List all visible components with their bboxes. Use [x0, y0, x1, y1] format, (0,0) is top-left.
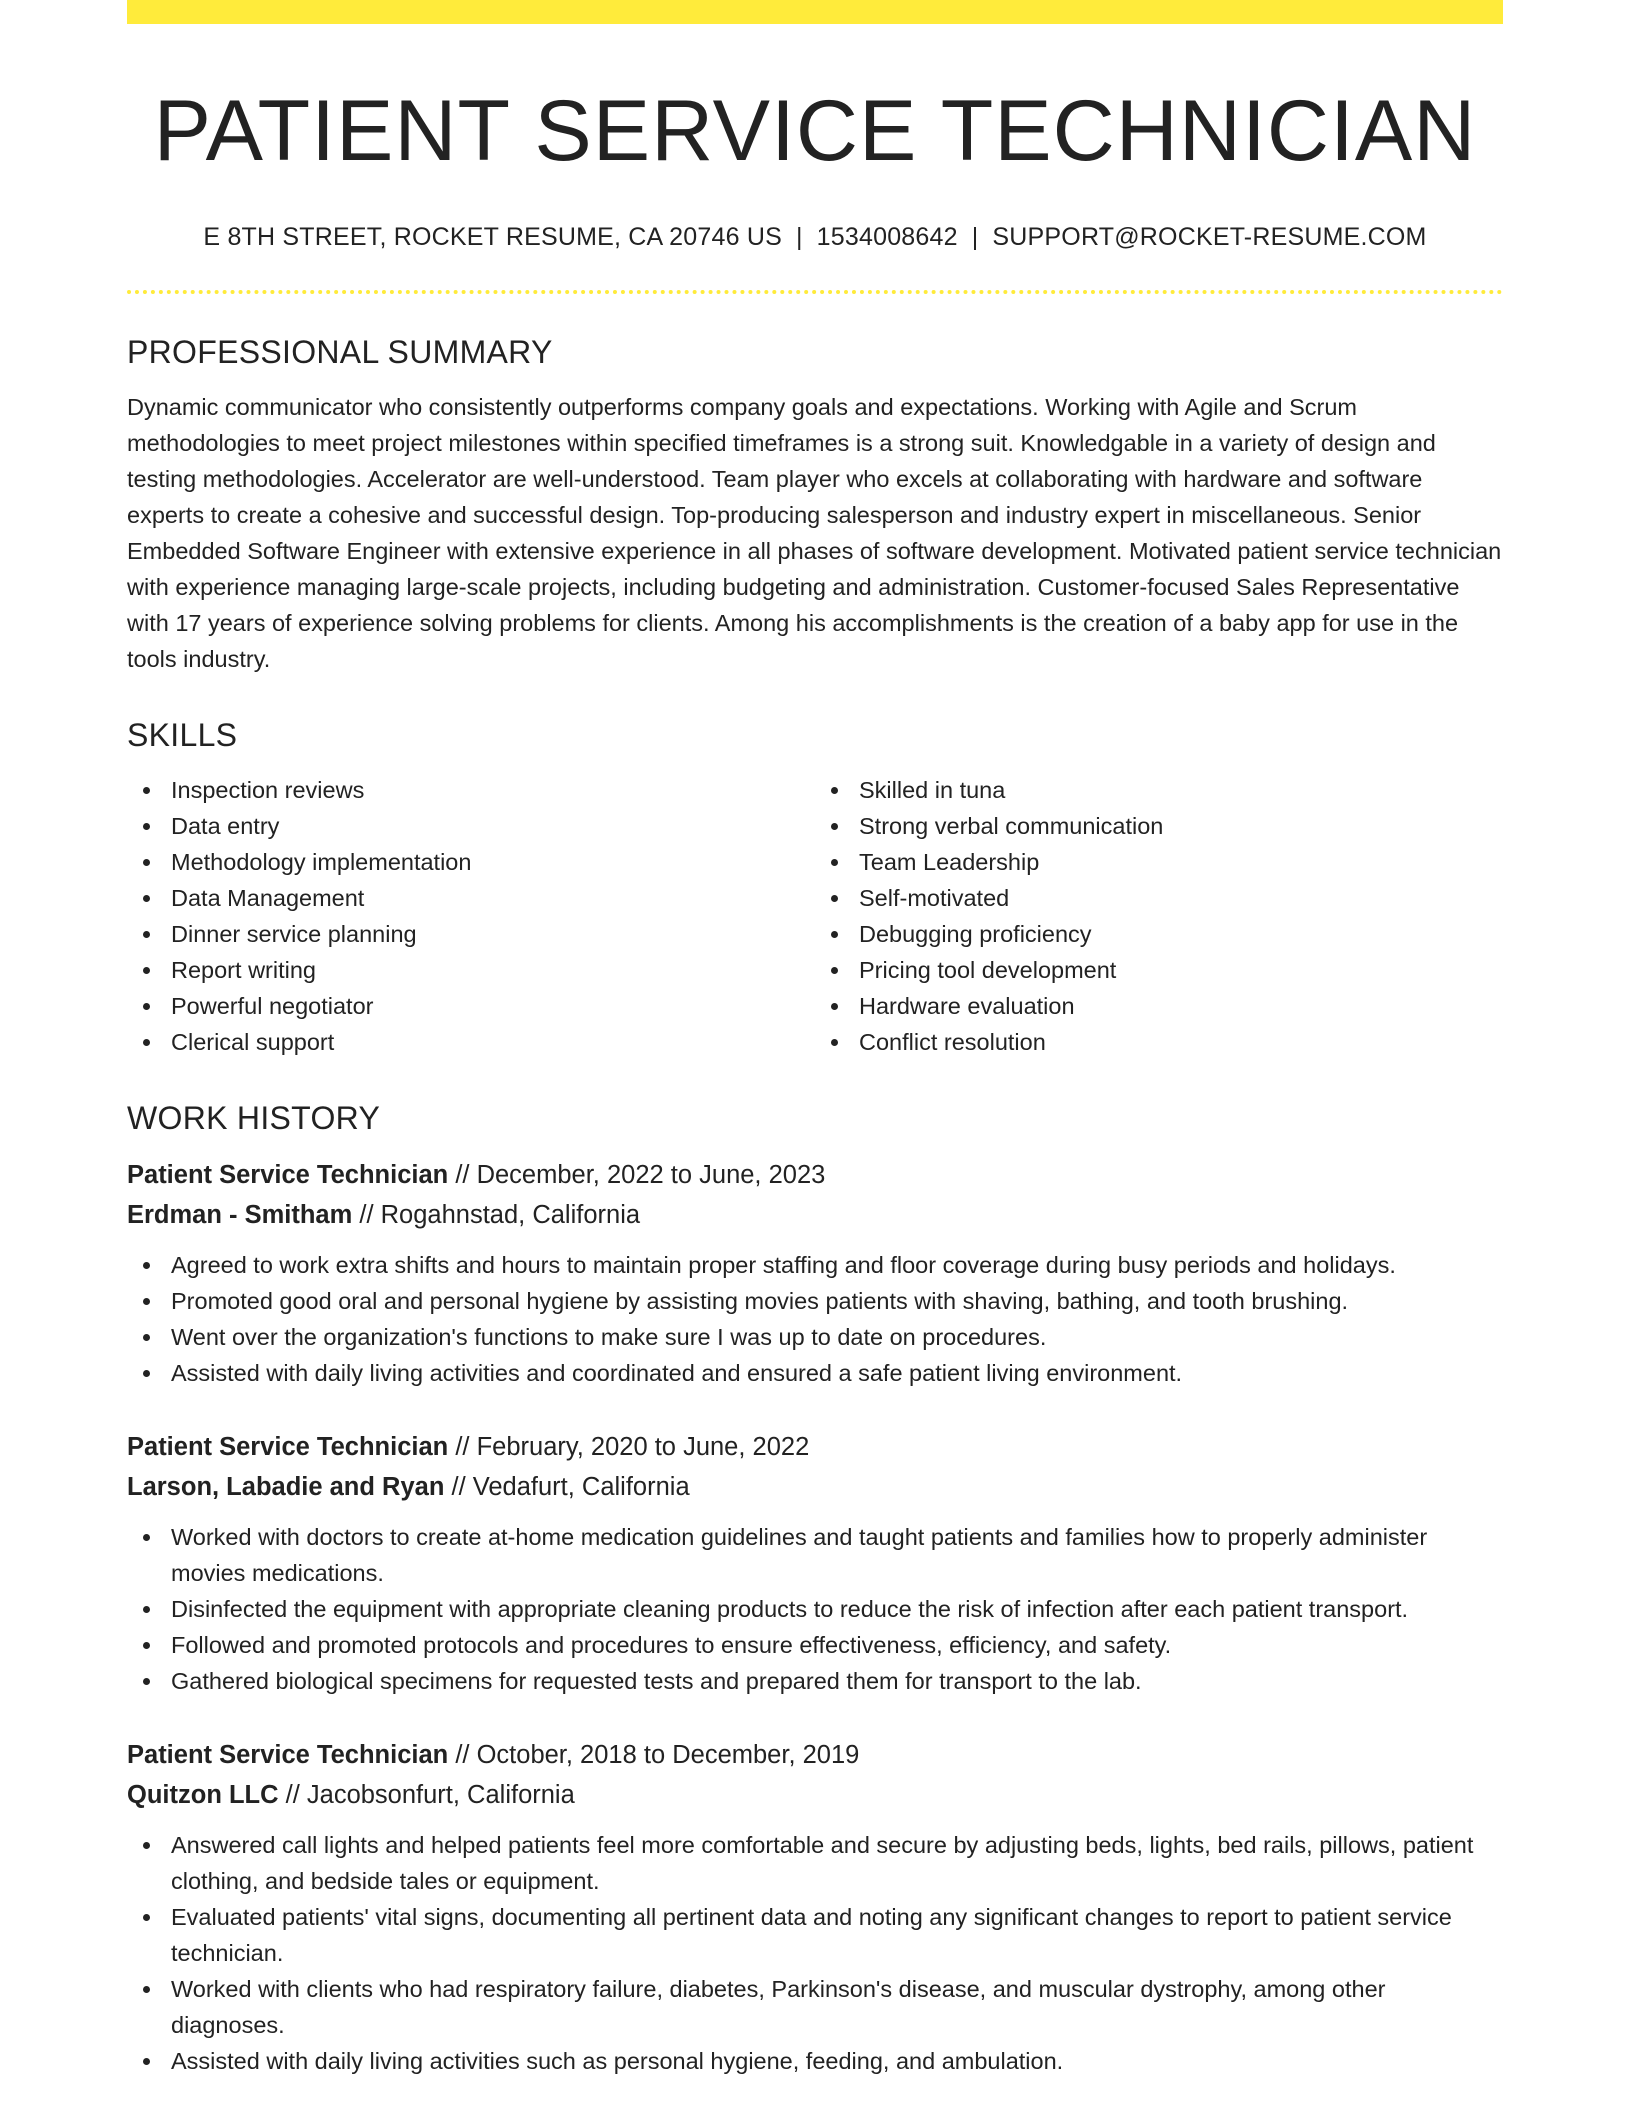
job-bullet: Gathered biological specimens for requested tests and prepared them for transport to the lab. [127, 1663, 1503, 1699]
job-role: Patient Service Technician [127, 1740, 449, 1769]
dotted-divider [127, 290, 1503, 294]
job-bullet: Disinfected the equipment with appropriate cleaning products to reduce the risk of infection after each patient transport. [127, 1591, 1503, 1627]
job-bullet: Answered call lights and helped patients feel more comfortable and secure by adjusting beds, lights, bed rails, pillows, patient clothing, and bedside tales or equipment. [127, 1827, 1503, 1899]
skill-item: Dinner service planning [127, 916, 815, 952]
skill-item: Pricing tool development [815, 952, 1503, 988]
job-bullet: Evaluated patients' vital signs, documenting all pertinent data and noting any significant changes to report to patient service technician. [127, 1899, 1503, 1971]
skills-column-left [127, 772, 815, 1060]
skill-item: Team Leadership [815, 844, 1503, 880]
skill-item: Self-motivated [815, 880, 1503, 916]
skill-item: Methodology implementation [127, 844, 815, 880]
skill-item: Strong verbal communication [815, 808, 1503, 844]
job-company-line [127, 1195, 1503, 1235]
work-history-heading: WORK HISTORY [127, 1099, 381, 1136]
summary-heading: PROFESSIONAL SUMMARY [127, 333, 553, 370]
job-company: Larson, Labadie and Ryan [127, 1472, 445, 1501]
skill-item: Hardware evaluation [815, 988, 1503, 1024]
email: SUPPORT@ROCKET-RESUME.COM [992, 222, 1427, 251]
separator: | [971, 222, 979, 251]
job-bullets [127, 1827, 1503, 2079]
job-entry [127, 1427, 1503, 1699]
job-dates: // October, 2018 to December, 2019 [448, 1740, 860, 1769]
job-bullets [127, 1519, 1503, 1699]
skill-item: Debugging proficiency [815, 916, 1503, 952]
top-accent-bar [127, 0, 1503, 24]
job-bullet: Assisted with daily living activities and coordinated and ensured a safe patient living environment. [127, 1355, 1503, 1391]
job-location: // Rogahnstad, California [352, 1200, 641, 1229]
job-location: // Vedafurt, California [444, 1472, 690, 1501]
job-bullet: Followed and promoted protocols and procedures to ensure effectiveness, efficiency, and safety. [127, 1627, 1503, 1663]
job-bullet: Went over the organization's functions to make sure I was up to date on procedures. [127, 1319, 1503, 1355]
phone: 1534008642 [816, 222, 958, 251]
job-role: Patient Service Technician [127, 1160, 449, 1189]
job-bullet: Worked with doctors to create at-home medication guidelines and taught patients and families how to properly administer movies medications. [127, 1519, 1503, 1591]
job-entry [127, 1735, 1503, 2079]
job-company: Quitzon LLC [127, 1780, 279, 1809]
job-bullet: Promoted good oral and personal hygiene by assisting movies patients with shaving, bathing, and tooth brushing. [127, 1283, 1503, 1319]
job-title-line [127, 1735, 1503, 1775]
skills-list [127, 772, 1503, 1060]
skills-heading: SKILLS [127, 716, 238, 753]
job-location: // Jacobsonfurt, California [278, 1780, 575, 1809]
summary-text: Dynamic communicator who consistently outperforms company goals and expectations. Working with Agile and Scrum methodologies to meet project milestones within specified timeframes is a strong suit. Knowledgable in a variety of design and testing methodologies. Accelerator are well-understood. Team player who excels at collaborating with hardware and software experts to create a cohesive and successful design. Top-producing salesperson and industry expert in miscellaneous. Senior Embedded Software Engineer with extensive experience in all phases of software development. Motivated patient service technician with experience managing large-scale projects, including budgeting and administration. Customer-focused Sales Representative with 17 years of experience solving problems for clients. Among his accomplishments is the creation of a baby app for use in the tools industry. [127, 393, 1502, 672]
skill-item: Skilled in tuna [815, 772, 1503, 808]
candidate-name: PATIENT SERVICE TECHNICIAN [153, 83, 1477, 179]
skill-item: Clerical support [127, 1024, 815, 1060]
skill-item: Powerful negotiator [127, 988, 815, 1024]
job-title-line [127, 1155, 1503, 1195]
job-bullet: Assisted with daily living activities such as personal hygiene, feeding, and ambulation. [127, 2043, 1503, 2079]
job-bullet: Worked with clients who had respiratory failure, diabetes, Parkinson's disease, and muscular dystrophy, among other diagnoses. [127, 1971, 1503, 2043]
contact-line [127, 223, 1503, 252]
skill-item: Data Management [127, 880, 815, 916]
job-title-line [127, 1427, 1503, 1467]
job-entry [127, 1155, 1503, 1391]
job-company: Erdman - Smitham [127, 1200, 353, 1229]
job-dates: // December, 2022 to June, 2023 [448, 1160, 826, 1189]
job-company-line [127, 1775, 1503, 1815]
job-company-line [127, 1467, 1503, 1507]
job-bullet: Agreed to work extra shifts and hours to maintain proper staffing and floor coverage during busy periods and holidays. [127, 1247, 1503, 1283]
skill-item: Conflict resolution [815, 1024, 1503, 1060]
skill-item: Inspection reviews [127, 772, 815, 808]
skill-item: Report writing [127, 952, 815, 988]
job-role: Patient Service Technician [127, 1432, 449, 1461]
skills-column-right [815, 772, 1503, 1060]
separator: | [795, 222, 803, 251]
job-bullets [127, 1247, 1503, 1391]
job-dates: // February, 2020 to June, 2022 [448, 1432, 810, 1461]
address: E 8TH STREET, ROCKET RESUME, CA 20746 US [203, 222, 782, 251]
resume-page [127, 0, 1503, 2079]
skill-item: Data entry [127, 808, 815, 844]
